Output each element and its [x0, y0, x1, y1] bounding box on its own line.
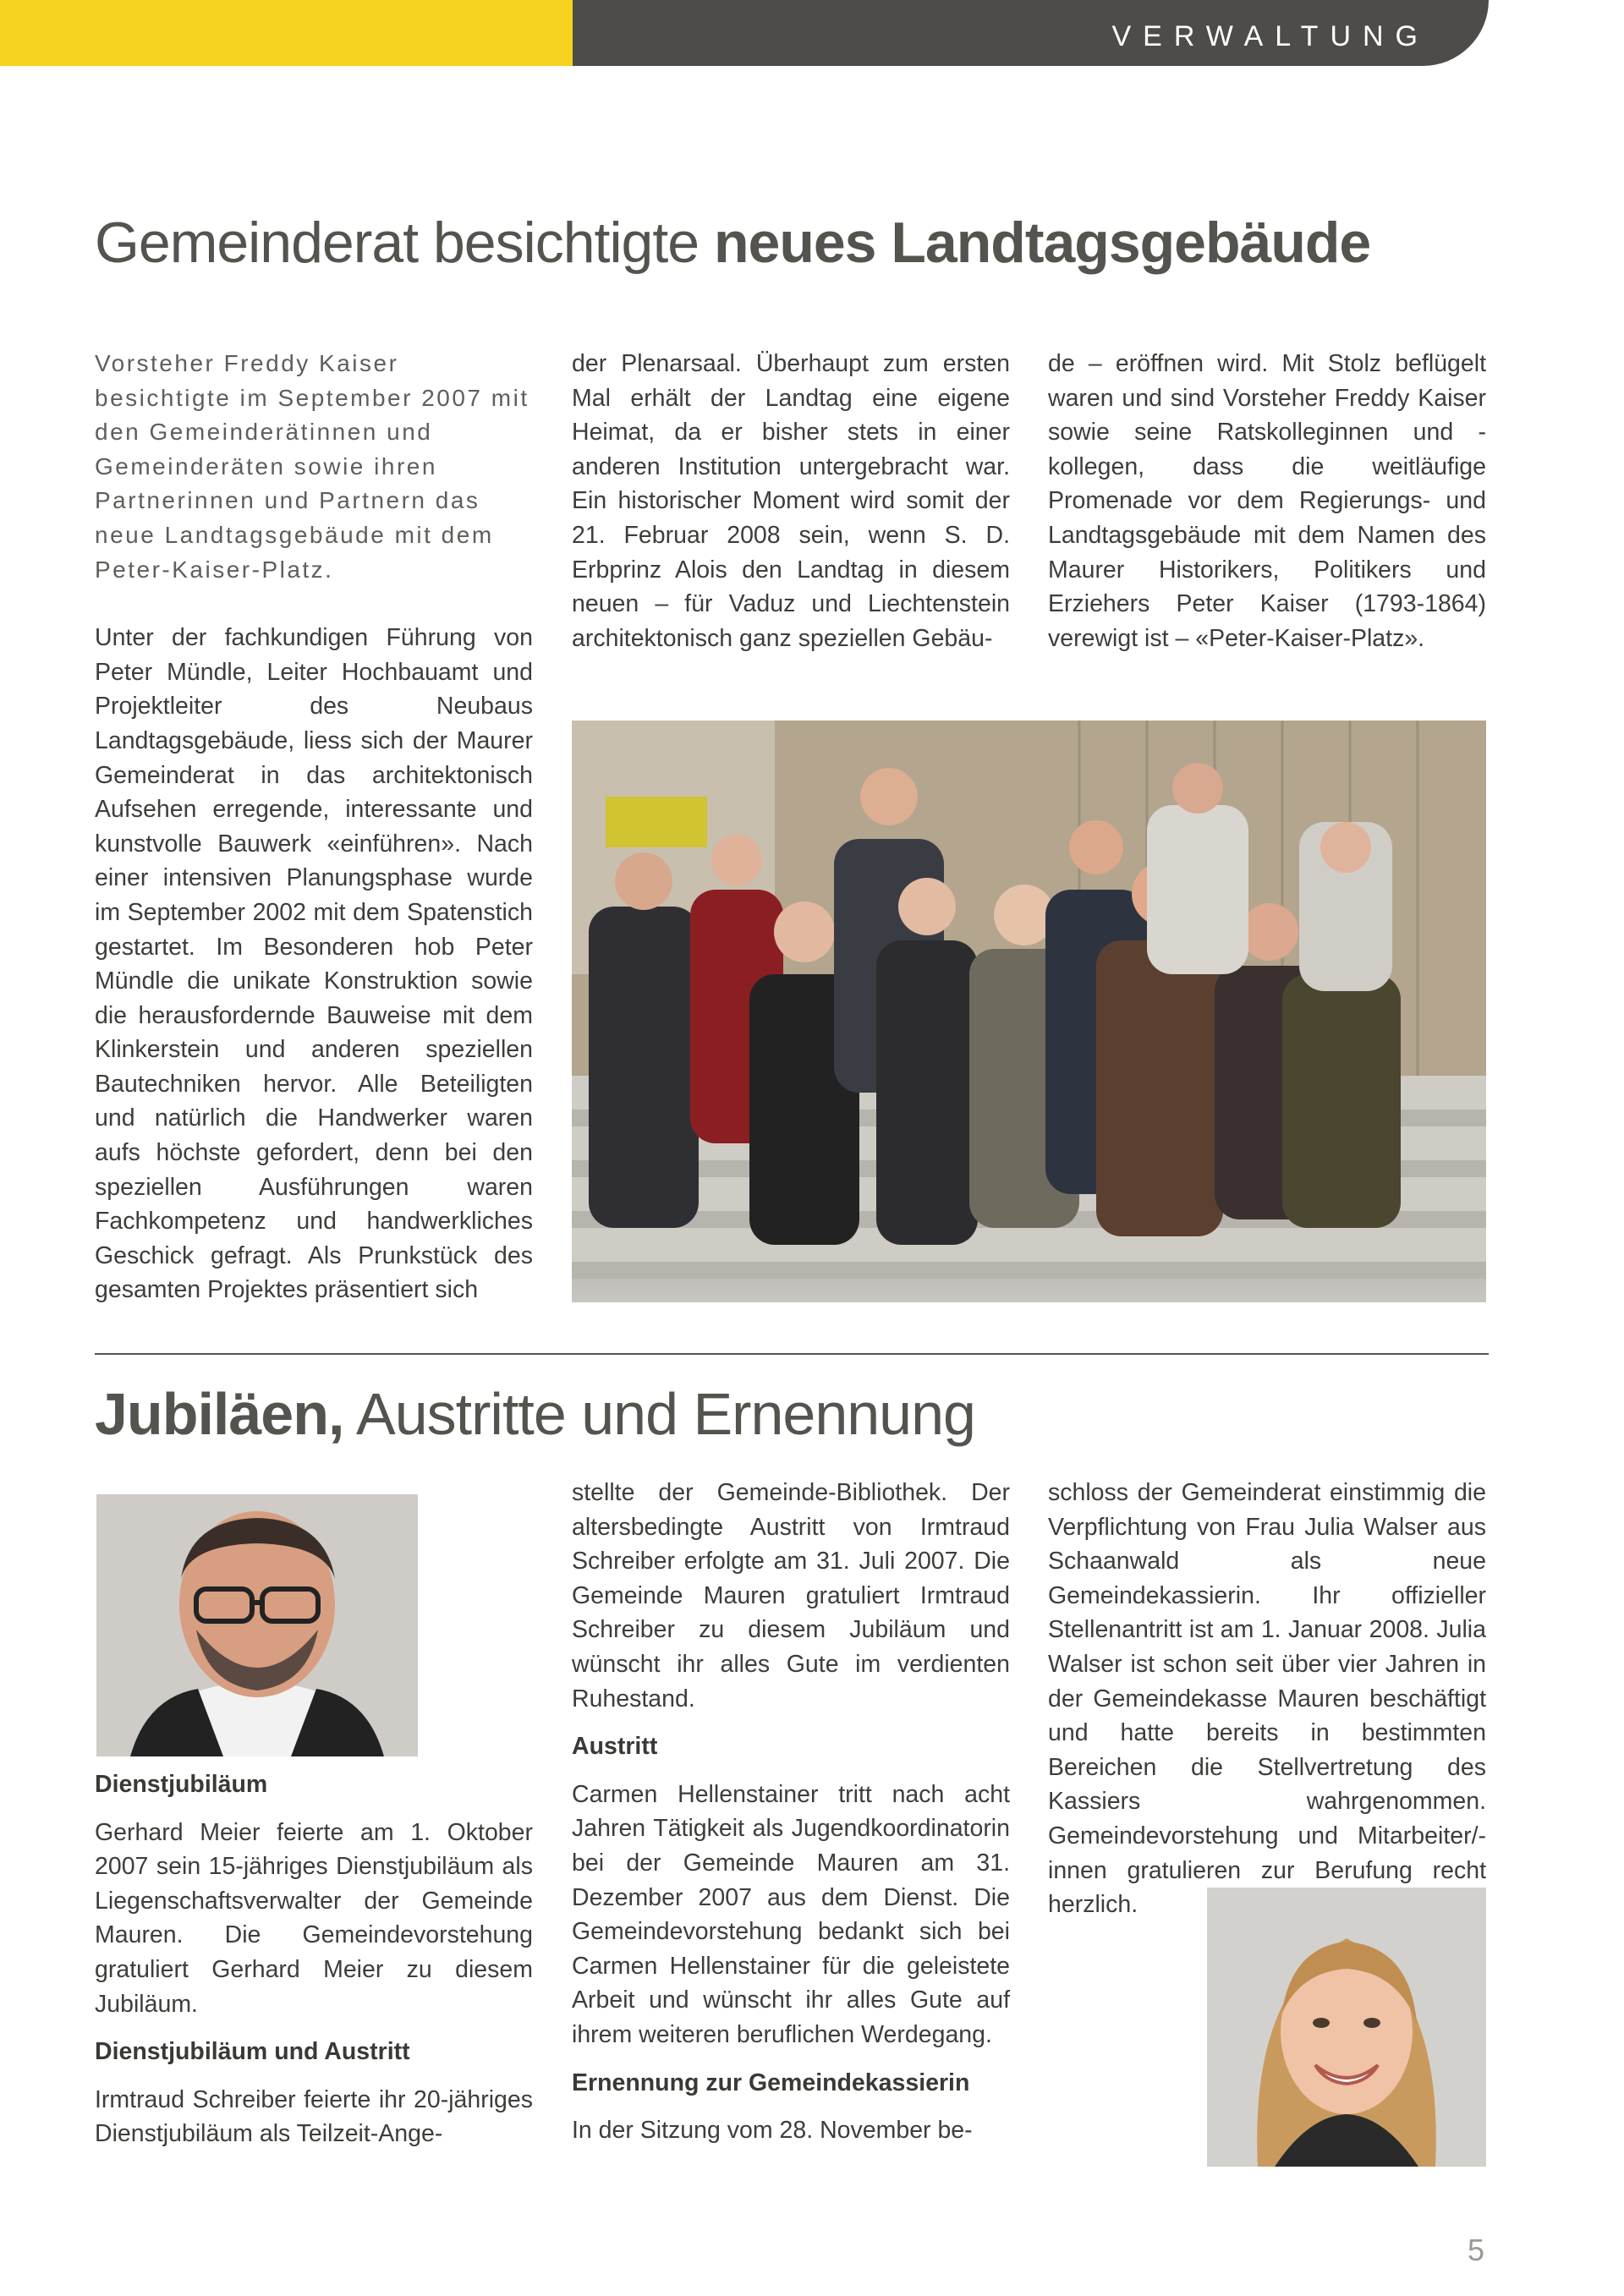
text-ernennung-cont: schloss der Gemeinderat einstimmig die Verpflichtung von Frau Julia Walser aus Schaanwald als neue Gemeindekassierin. Ihr offizieller Stellenantritt ist am 1. Januar 2008. Julia Walser ist schon seit über vier Jahren in der Gemeindekasse Mauren beschäftigt und hatte bereits in bestimmten Bereichen die Stellvertretung des Kassiers wahrgenommen. Gemeindevorstehung und Mitarbeiter/-innen gratulieren zur Berufung recht herzlich. [1048, 1479, 1486, 1919]
article2-column-3 [1048, 1476, 1486, 1922]
title-bold: neues Landtagsgebäude [713, 211, 1371, 275]
article1-col3-text: de – eröffnen wird. Mit Stolz beflügelt waren und sind Vorsteher Freddy Kaiser sowie seine Ratskolleginnen und -kollegen, dass die weitläufige Promenade vor dem Regierungs- und Landtagsgebäude mit dem Namen des Maurer Historikers, Politikers und Erziehers Peter Kaiser (1793-1864) verewigt ist – «Peter-Kaiser-Platz». [1048, 350, 1486, 652]
subhead-dienstjubilaeum-austritt: Dienstjubiläum und Austritt [95, 2038, 410, 2066]
subhead-austritt: Austritt [572, 1733, 658, 1761]
text-dienstjubilaeum-austritt: Irmtraud Schreiber feierte ihr 20-jähriges Dienstjubiläum als Teilzeit-Ange- [95, 2085, 533, 2148]
portrait-photo-man [96, 1494, 418, 1756]
section-label: VERWALTUNG [1111, 20, 1429, 52]
article1-column-2 [572, 347, 1010, 655]
article-title [95, 210, 1370, 276]
section-title-jubilaeen [95, 1380, 975, 1448]
header-dark-bar [573, 0, 1489, 66]
subhead-dienstjubilaeum: Dienstjubiläum [95, 1771, 268, 1798]
section-divider [95, 1353, 1489, 1355]
article-lead: Vorsteher Freddy Kaiser besichtigte im September 2007 mit den Gemeinderätinnen und Gemeinderäten sowie ihren Partnerinnen und Partnern das neue Landtagsgebäude mit dem Peter-Kaiser-Platz. [95, 350, 529, 583]
title2-light: Austritte und Ernennung [343, 1381, 975, 1447]
group-photo [572, 721, 1486, 1302]
header-yellow-bar [0, 0, 573, 66]
text-ernennung: In der Sitzung vom 28. November be- [572, 2117, 973, 2145]
page-number: 5 [1467, 2233, 1484, 2267]
article1-column-1 [95, 347, 533, 1307]
text-austritt: Carmen Hellenstainer tritt nach acht Jahren Tätigkeit als Jugendkoordinatorin bei der Gemeinde Mauren am 31. Dezember 2007 aus dem Dienst. Die Gemeindevorstehung bedankt sich bei Carmen Hellenstainer für die geleistete Arbeit und wünscht ihr alles Gute auf ihrem weiteren beruflichen Werdegang. [572, 1780, 1010, 2048]
article1-column-3 [1048, 347, 1486, 655]
text-dienstjubilaeum-austritt-cont: stellte der Gemeinde-Bibliothek. Der altersbedingte Austritt von Irmtraud Schreiber erfolgte am 31. Juli 2007. Die Gemeinde Mauren gratuliert Irmtraud Schreiber zu diesem Jubiläum und wünscht ihr alles Gute im verdienten Ruhestand. [572, 1479, 1010, 1712]
title-light: Gemeinderat besichtigte [95, 211, 714, 275]
portrait-photo-woman [1207, 1888, 1486, 2167]
article1-col1-text: Unter der fachkundigen Führung von Peter Mündle, Leiter Hochbauamt und Projektleiter des Neubaus Landtagsgebäude, liess sich der Maurer Gemeinderat in das architektonisch Aufsehen erregende, interessante und kunstvolle Bauwerk «einführen». Nach einer intensiven Planungsphase wurde im September 2002 mit dem Spatenstich gestartet. Im Besonderen hob Peter Mündle die unikate Konstruktion sowie die herausfordernde Bauweise mit dem Klinkerstein und anderen speziellen Bautechniken hervor. Alle Beteiligten und natürlich die Handwerker waren aufs höchste gefordert, denn bei den speziellen Ausführungen waren Fachkompetenz und handwerkliches Geschick gefragt. Als Prunkstück des gesamten Projektes präsentiert sich [95, 624, 533, 1304]
title2-bold: Jubiläen, [95, 1381, 344, 1447]
text-dienstjubilaeum: Gerhard Meier feierte am 1. Oktober 2007 sein 15-jähriges Dienstjubiläum als Liegenschaftsverwalter der Gemeinde Mauren. Die Gemeindevorstehung gratuliert Gerhard Meier zu diesem Jubiläum. [95, 1818, 533, 2018]
article2-column-2 [572, 1476, 1010, 2148]
subhead-ernennung: Ernennung zur Gemeindekassierin [572, 2069, 970, 2096]
article2-column-1 [95, 1767, 533, 2151]
article1-col2-text: der Plenarsaal. Überhaupt zum ersten Mal erhält der Landtag eine eigene Heimat, da er bisher stets in einer anderen Institution untergebracht war. Ein historischer Moment wird somit der 21. Februar 2008 sein, wenn S. D. Erbprinz Alois den Landtag in diesem neuen – für Vaduz und Liechtenstein architektonisch ganz speziellen Gebäu- [572, 350, 1010, 652]
